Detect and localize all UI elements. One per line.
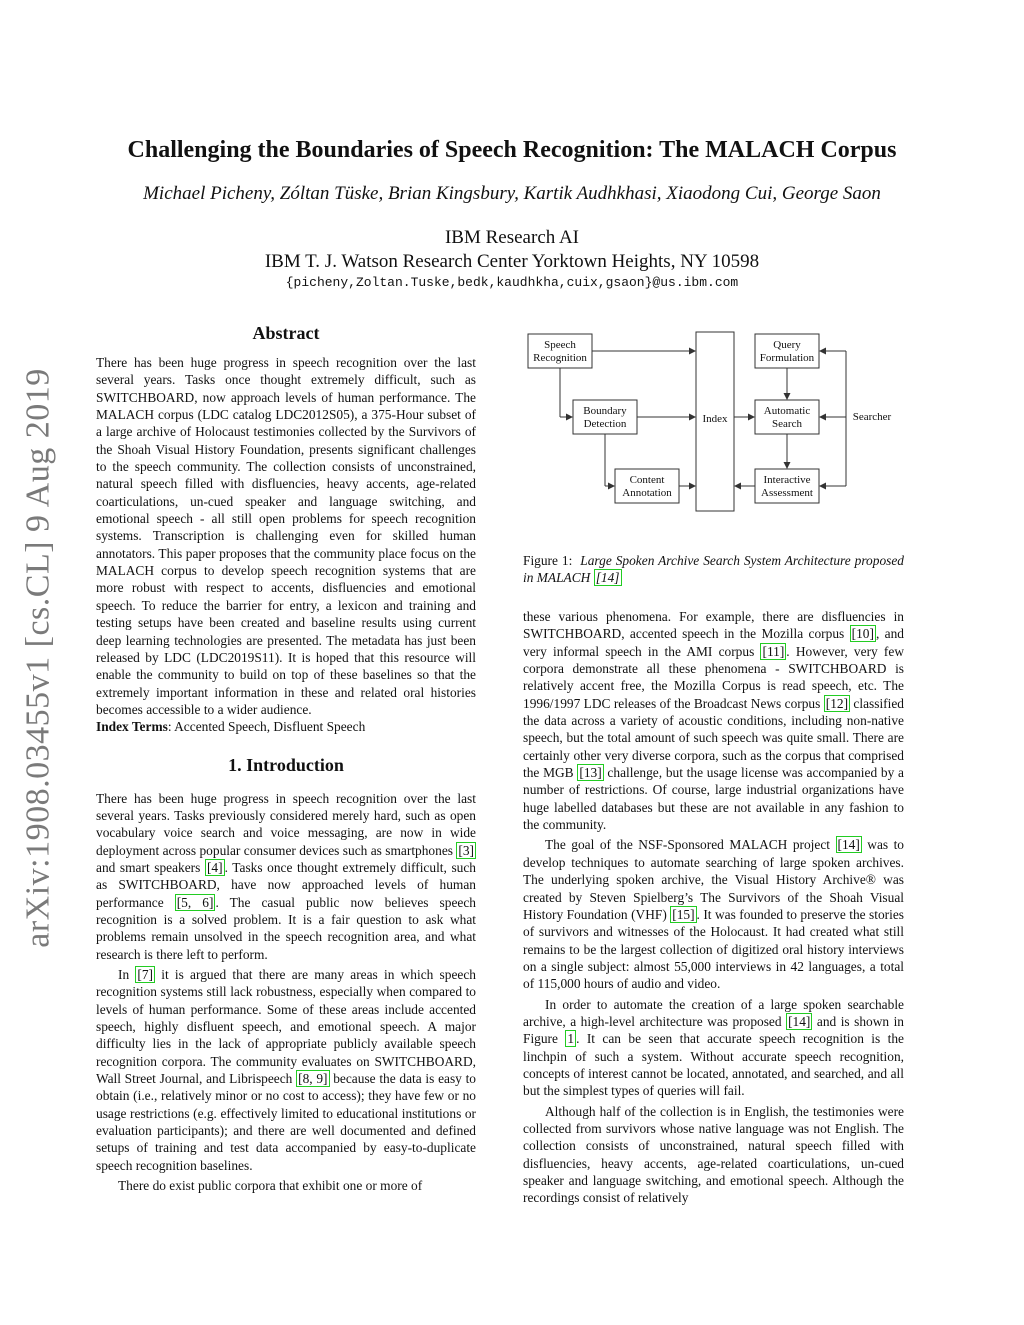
intro-paragraph-6 (523, 996, 904, 1100)
text-run: There has been huge progress in speech recognition over the last several years. Tasks previously considered merely hard, such as open vocabulary voice search and voice messaging, are now in wide deployment across popular consumer devices such as smartphones (96, 790, 476, 858)
label-interactive-assessment-1: Interactive (763, 474, 811, 486)
citation-link[interactable]: [5, 6] (176, 894, 214, 910)
intro-paragraph-4 (523, 608, 904, 833)
architecture-figure (523, 331, 904, 531)
citation-link[interactable]: [14] (788, 1013, 811, 1029)
citation-link[interactable]: [11] (762, 643, 785, 659)
text-run: these various phenomena. For example, there are disfluencies in SWITCHBOARD, accented speech in the Mozilla corpus (523, 609, 904, 642)
citation-link[interactable]: [4] (206, 859, 223, 875)
abstract-text: There has been huge progress in speech recognition over the last several years. Tasks once thought extremely difficult, such as SWITCHBOARD, now approach levels of human performance. The MALACH corpus (LDC catalog LDC2012S05), a 375-Hour subset of a large archive of Holocaust testimonies collected by the Survivors of the Shoah Visual History Foundation, presents significant challenges to the speech community. The collection consists of unconstrained, natural speech filled with disfluencies, heavy accents, age-related coarticulations, un-cued speaker and language switching, and emotional speech - all still open problems for speech recognition systems. Transcription is challenging even for skilled human annotators. This paper proposes that the community place focus on the MALACH corpus to develop speech recognition systems that are more robust with respect to accents, disfluencies and emotional speech. To reduce the barrier for entry, a lexicon and training and testing setups have been created and baseline results using current deep learning technologies are presented. The metadata has just been released by LDC (LDC2019S11). It is hoped that this resource will enable the community to build on top of these baselines so that the extremely important information in these and related oral histories becomes accessible to a wider audience. (96, 355, 476, 717)
index-terms-label: Index Terms (96, 719, 168, 735)
architecture-diagram (523, 331, 904, 531)
label-boundary-detection-2: Detection (583, 418, 627, 430)
label-content-annotation-2: Annotation (622, 487, 672, 499)
figure-caption (523, 552, 904, 586)
text-run: it is argued that there are many areas in which speech recognition systems still lack robustness, especially when compared to levels of human performance. Some of these areas include accented speech, highly disfluent speech, and emotional speech. A major difficulty lies in the lack of appropriate publicly available speech recognition corpora. The community evaluates on SWITCHBOARD, Wall Street Journal, and Librispeech (96, 967, 476, 1087)
arxiv-stamp (14, 355, 64, 960)
text-run: . Tasks once thought extremely difficult, such as SWITCHBOARD, have now approached levels of human performance (96, 859, 476, 910)
text-run: . It can be seen that accurate speech recognition is the linchpin of such a system. Without accurate speech recognition, concepts of interest cannot be located, annotated, and searched, and all but the simplest types of queries will fail. (523, 1031, 904, 1099)
label-content-annotation-1: Content (629, 474, 665, 486)
author-emails: {picheny,Zoltan.Tuske,bedk,kaudhkha,cuix,gsaon}@us.ibm.com (285, 275, 739, 290)
label-query-formulation-2: Formulation (759, 352, 815, 364)
text-run: In order to automate the creation of a large spoken searchable archive, a high-level architecture was proposed (523, 996, 904, 1029)
introduction-heading: 1. Introduction (228, 754, 344, 775)
intro-paragraph-5 (523, 836, 904, 992)
label-speech-recognition-2: Recognition (533, 352, 587, 364)
label-index: Index (702, 413, 728, 425)
affiliation-line-1: IBM Research AI (444, 227, 580, 248)
label-boundary-detection-1: Boundary (583, 405, 627, 417)
text-run: challenge, but the usage license was accompanied by a number of restrictions. Of course, large industrial organizations have huge labelled databases but these are not available in any fashion to the community. (523, 765, 904, 833)
label-speech-recognition-1: Speech (544, 339, 576, 351)
intro-paragraph-1 (96, 790, 476, 963)
citation-link[interactable]: [10] (851, 626, 874, 642)
text-run: In (118, 967, 136, 982)
label-query-formulation-1: Query (773, 339, 801, 351)
text-run: and smart speakers (96, 859, 205, 875)
label-automatic-search-1: Automatic (763, 405, 811, 417)
text-run: , and very informal speech in the AMI corpus (523, 626, 905, 659)
citation-link[interactable]: [13] (579, 765, 602, 781)
caption-label: Figure 1: (523, 553, 573, 568)
paper-title: Challenging the Boundaries of Speech Recognition: The MALACH Corpus (127, 137, 897, 163)
citation-link[interactable]: [8, 9] (298, 1071, 328, 1087)
text-run: classified the data across a variety of acoustic conditions, including non-native speech, but the total amount of such speech was quite small. There are certainly other very diverse corpora, such as the corpus that comprised the MGB (523, 695, 904, 781)
text-run: The goal of the NSF-Sponsored MALACH project (545, 837, 836, 853)
text-run: because the data is easy to obtain (i.e., relatively minor or no cost to access); they have few or no usage restrictions (e.g. effectively limited to educational institutions or evaluation participants); and there are well documented and defined setups of training and test data accompanied by easy-to-duplicate speech recognition baselines. (96, 1071, 477, 1173)
citation-link[interactable]: [12] (825, 695, 849, 711)
text-run: . However, very few corpora demonstrate all these phenomena - SWITCHBOARD is relatively accent free, the Mozilla Corpus is read speech, etc. The 1996/1997 LDC releases of the Broadcast News corpus (523, 643, 904, 711)
intro-paragraph-2 (96, 966, 476, 1174)
affiliation-line-2: IBM T. J. Watson Research Center Yorktown Heights, NY 10598 (264, 251, 760, 272)
intro-paragraph-7: Although half of the collection is in English, the testimonies were collected from survivors whose native language was not English. The collection consists of unconstrained, natural speech filled with disfluencies, heavy accents, age-related coarticulations, un-cued speaker and language switching, and emotional speech. Although the recordings consist of relatively (523, 1103, 904, 1206)
text-run: . It was founded to preserve the stories of survivors and witnesses of the Holocaust. It had created what still remains to be the largest collection of digitized oral history interviews on a single subject: almost 55,000 interviews in 42 languages, a total of 115,000 hours of audio and video. (523, 906, 904, 992)
text-run: and is shown in Figure (523, 1013, 905, 1047)
affiliation (0, 226, 1024, 274)
citation-link[interactable]: [15] (672, 906, 695, 922)
label-searcher: Searcher (852, 411, 892, 423)
citation-link[interactable]: [14] (837, 837, 860, 853)
text-run: . The casual public now believes speech recognition is a solved problem. It is a fair question to ask what problems remain unsolved in the speech recognition area, and what research is there left to perform. (96, 894, 476, 962)
citation-link[interactable]: [7] (137, 967, 153, 982)
index-terms-values: : Accented Speech, Disfluent Speech (167, 719, 366, 735)
arxiv-stamp-text: arXiv:1908.03455v1 [cs.CL] 9 Aug 2019 (20, 367, 58, 948)
left-column (96, 322, 476, 1194)
figure-link[interactable]: 1 (567, 1031, 575, 1047)
text-run: was to develop techniques to automate searching of large spoken archives. The underlying spoken archive, the Visual History Archive® was created by Steven Spielberg’s The Survivors of the Shoah Visual History Foundation (VHF) (523, 837, 905, 922)
right-column (523, 331, 904, 1207)
label-automatic-search-2: Search (772, 418, 802, 430)
label-interactive-assessment-2: Assessment (761, 487, 813, 499)
caption-text: Large Spoken Archive Search System Architecture proposed in MALACH (523, 553, 904, 585)
abstract-heading: Abstract (252, 323, 320, 343)
citation-link[interactable]: [3] (458, 842, 474, 858)
author-list: Michael Picheny, Zóltan Tüske, Brian Kingsbury, Kartik Audhkhasi, Xiaodong Cui, George Saon (143, 183, 881, 204)
citation-link[interactable]: [14] (595, 570, 620, 585)
intro-paragraph-3: There do exist public corpora that exhibit one or more of (118, 1178, 423, 1194)
index-terms (96, 718, 476, 735)
